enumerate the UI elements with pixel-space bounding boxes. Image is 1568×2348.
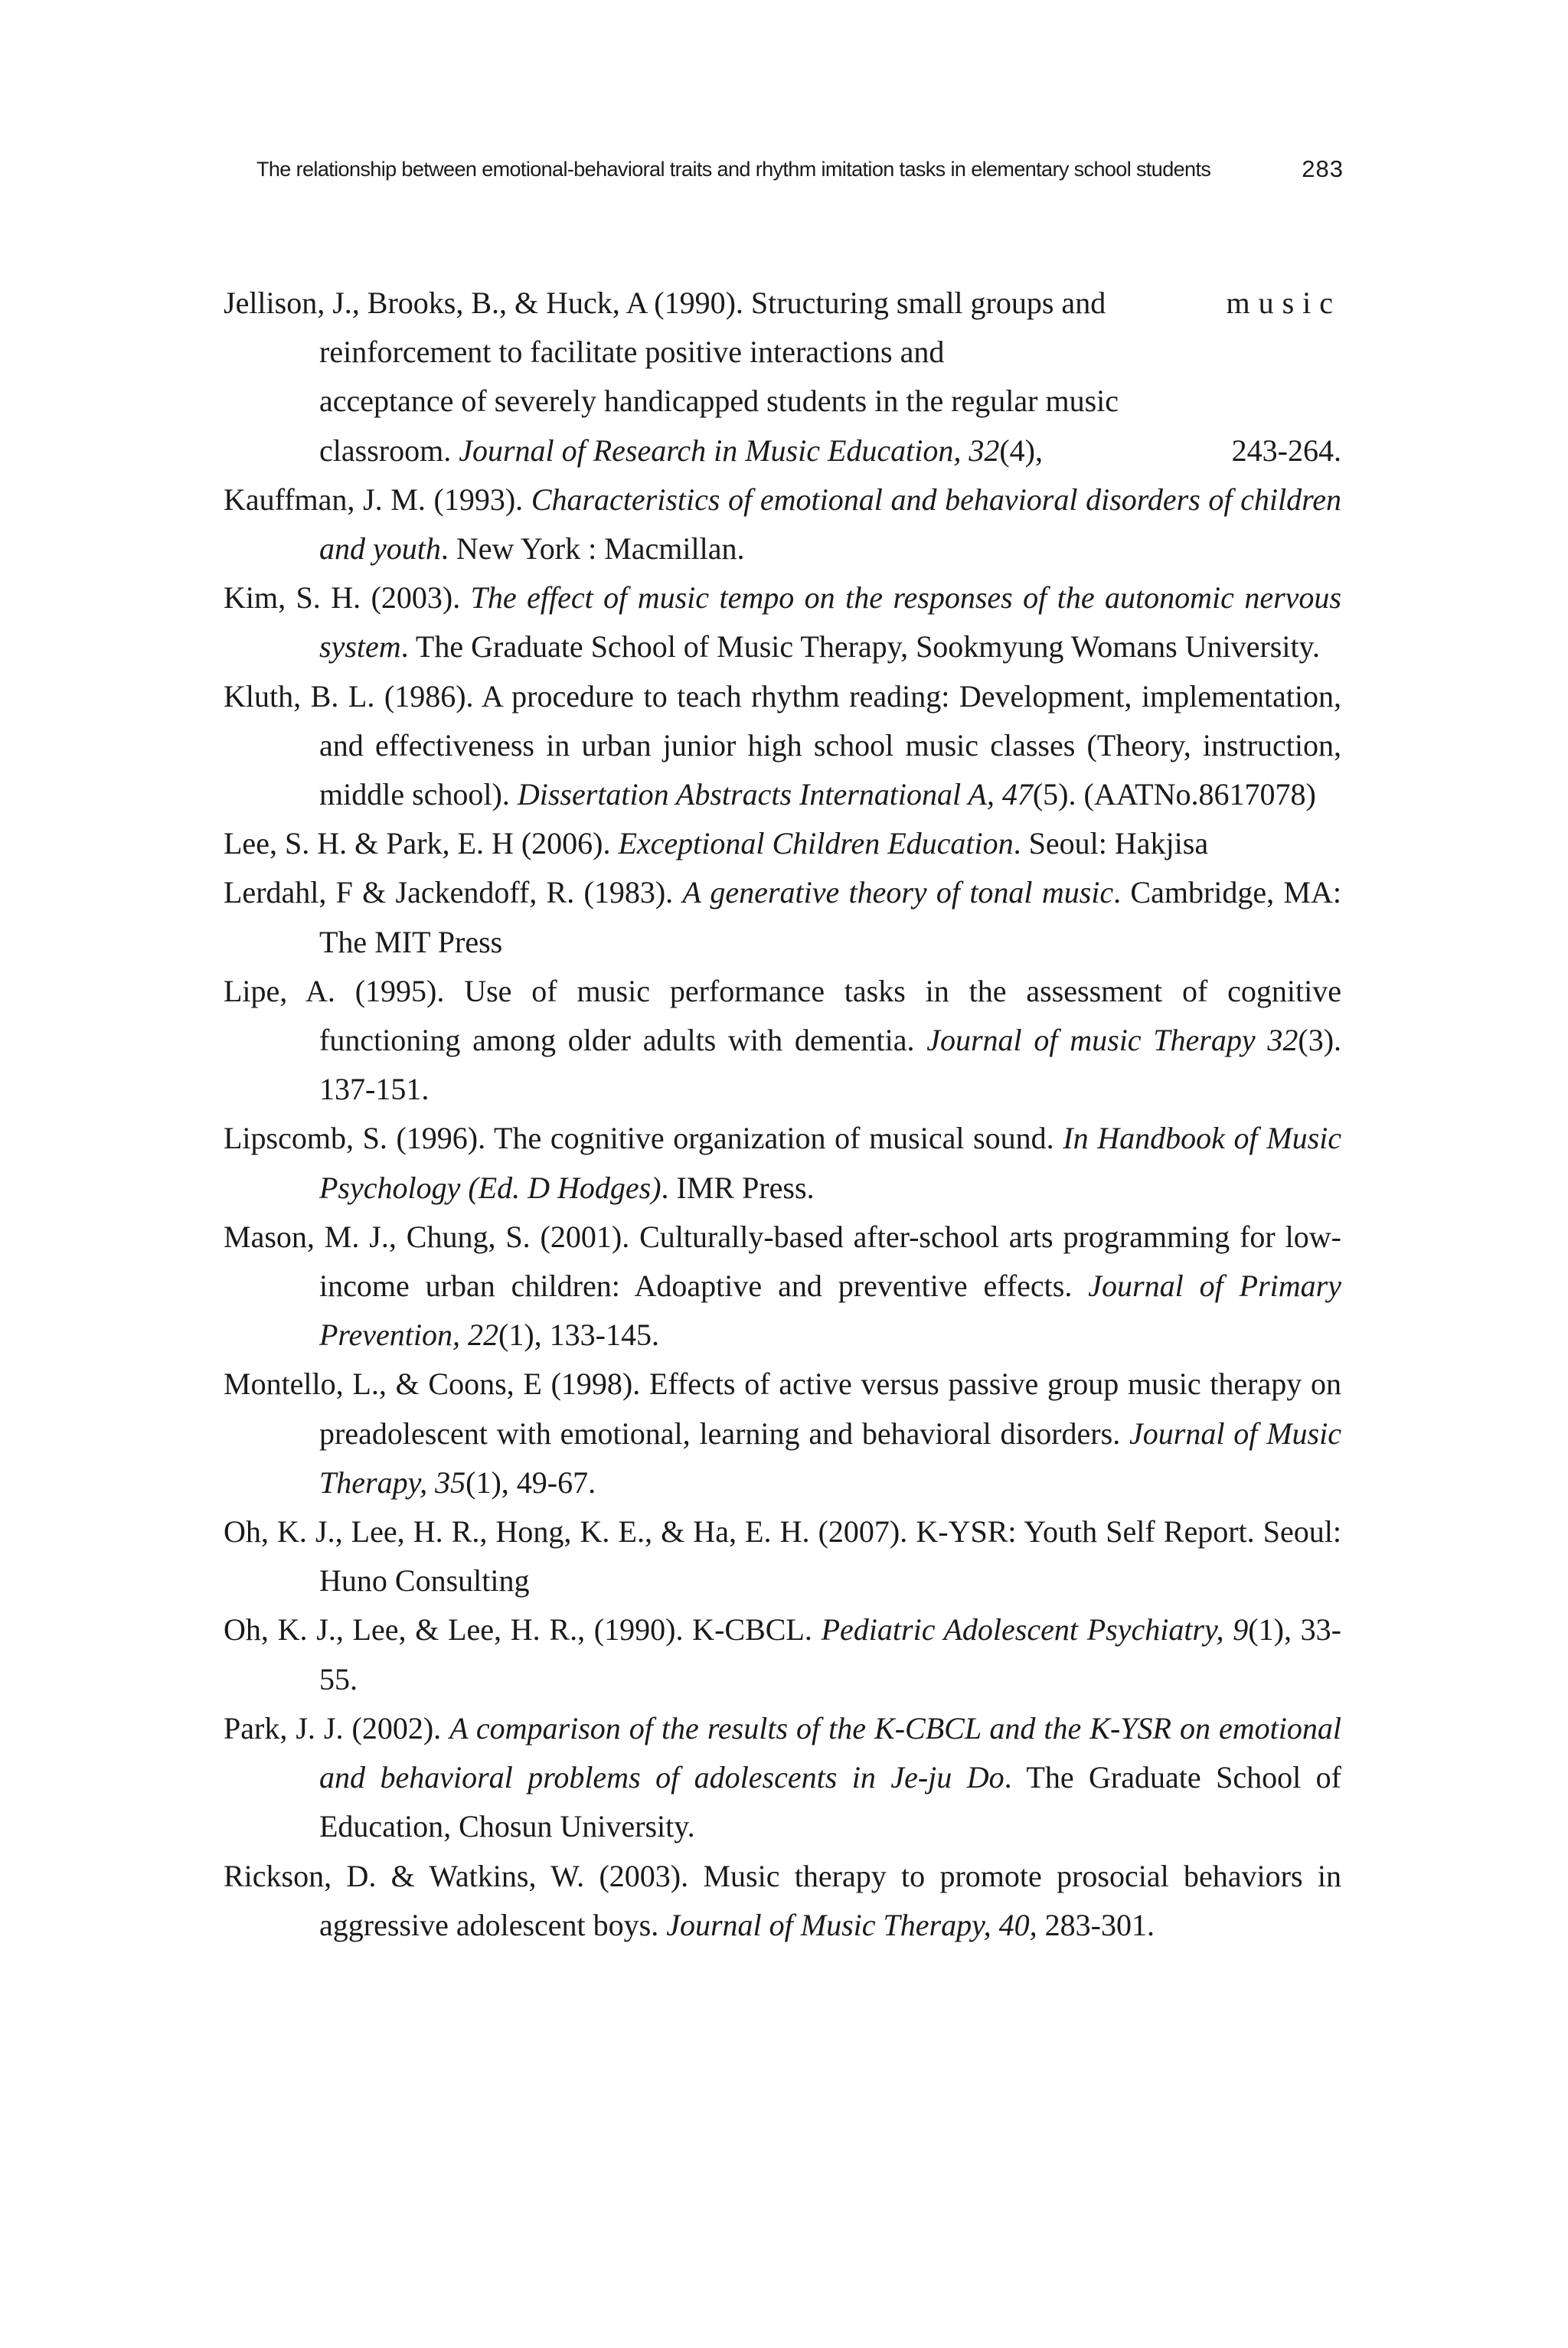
thesis-title: The effect of music tempo on the responses of the autonomic nervous system	[319, 580, 1341, 665]
reference-jellison-line-2: reinforcement to facilitate positive interactions and	[319, 335, 945, 370]
thesis-title: A comparison of the results of the K-CBCL and the K-YSR on emotional and behavioral problems of adolescents in Je-ju Do	[319, 1710, 1341, 1795]
reference-mason: Mason, M. J., Chung, S. (2001). Culturally-based after-school arts programming for low-income urban children: Adoaptive and preventive effects. Journal of Primary Prevention, 22(1), 133-145.	[224, 1219, 1341, 1353]
book-title: A generative theory of tonal music	[682, 875, 1114, 910]
reference-oh-1990: Oh, K. J., Lee, & Lee, H. R., (1990). K-CBCL. Pediatric Adolescent Psychiatry, 9(1), 33-55.	[224, 1612, 1341, 1697]
running-head	[256, 150, 1344, 188]
journal-title: Journal of Music Therapy, 35	[319, 1416, 1341, 1500]
journal-title: Pediatric Adolescent Psychiatry, 9	[821, 1612, 1249, 1648]
book-title: Exceptional Children Education	[618, 826, 1014, 861]
reference-oh-2007: Oh, K. J., Lee, H. R., Hong, K. E., & Ha, E. H. (2007). K-YSR: Youth Self Report. Seoul: Huno Consulting	[224, 1514, 1341, 1599]
journal-title: Journal of Research in Music Education, 32	[459, 433, 1000, 468]
reference-lipe: Lipe, A. (1995). Use of music performance tasks in the assessment of cognitive functioning among older adults with dementia. Journal of music Therapy 32(3). 137-151.	[224, 973, 1342, 1107]
reference-rickson: Rickson, D. & Watkins, W. (2003). Music therapy to promote prosocial behaviors in aggressive adolescent boys. Journal of Music Therapy, 40, 283-301.	[224, 1858, 1341, 1942]
reference-lee: Lee, S. H. & Park, E. H (2006). Exceptional Children Education. Seoul: Hakjisa	[224, 826, 1209, 861]
reference-kauffman: Kauffman, J. M. (1993). Characteristics of emotional and behavioral disorders of children and youth. New York : Macmillan.	[224, 482, 1341, 567]
book-title: In Handbook of Music Psychology (Ed. D Hodges)	[319, 1121, 1341, 1205]
journal-title: Dissertation Abstracts International A, 47	[517, 777, 1033, 812]
reference-list	[224, 279, 1341, 1950]
reference-lipscomb: Lipscomb, S. (1996). The cognitive organization of musical sound. In Handbook of Music Psychology (Ed. D Hodges). IMR Press.	[224, 1121, 1341, 1205]
running-head-title: The relationship between emotional-behavioral traits and rhythm imitation tasks in elementary school students	[256, 157, 1211, 181]
reference-kluth: Kluth, B. L. (1986). A procedure to teach rhythm reading: Development, implementation, and effectiveness in urban junior high school music classes (Theory, instruction, middle school). Dissertation Abstracts International A, 47(5). (AATNo.8617078)	[224, 678, 1341, 812]
reference-jellison-line-3: acceptance of severely handicapped students in the regular music	[319, 384, 1119, 419]
reference-jellison-line-4: classroom. Journal of Research in Music Education, 32(4), 243-264.	[319, 433, 1341, 468]
reference-park: Park, J. J. (2002). A comparison of the results of the K-CBCL and the K-YSR on emotional and behavioral problems of adolescents in Je-ju Do. The Graduate School of Education, Chosun University.	[224, 1710, 1341, 1844]
reference-lerdahl: Lerdahl, F & Jackendoff, R. (1983). A generative theory of tonal music. Cambridge, MA: The MIT Press	[224, 875, 1341, 959]
reference-kim: Kim, S. H. (2003). The effect of music tempo on the responses of the autonomic nervous system. The Graduate School of Music Therapy, Sookmyung Womans University.	[224, 580, 1341, 665]
journal-title: Journal of music Therapy 32	[926, 1023, 1298, 1058]
reference-jellison	[224, 279, 1341, 475]
journal-title: Journal of Primary Prevention, 22	[319, 1269, 1341, 1353]
journal-title: Journal of Music Therapy, 40,	[666, 1907, 1037, 1942]
page-number: 283	[1302, 155, 1344, 182]
reference-montello: Montello, L., & Coons, E (1998). Effects of active versus passive group music therapy on preadolescent with emotional, learning and behavioral disorders. Journal of Music Therapy, 35(1), 49-67.	[224, 1367, 1341, 1500]
book-title: Characteristics of emotional and behavioral disorders of children and youth	[319, 482, 1341, 567]
reference-jellison-line-1: Jellison, J., Brooks, B., & Huck, A (1990). Structuring small groups and music	[224, 286, 1341, 320]
